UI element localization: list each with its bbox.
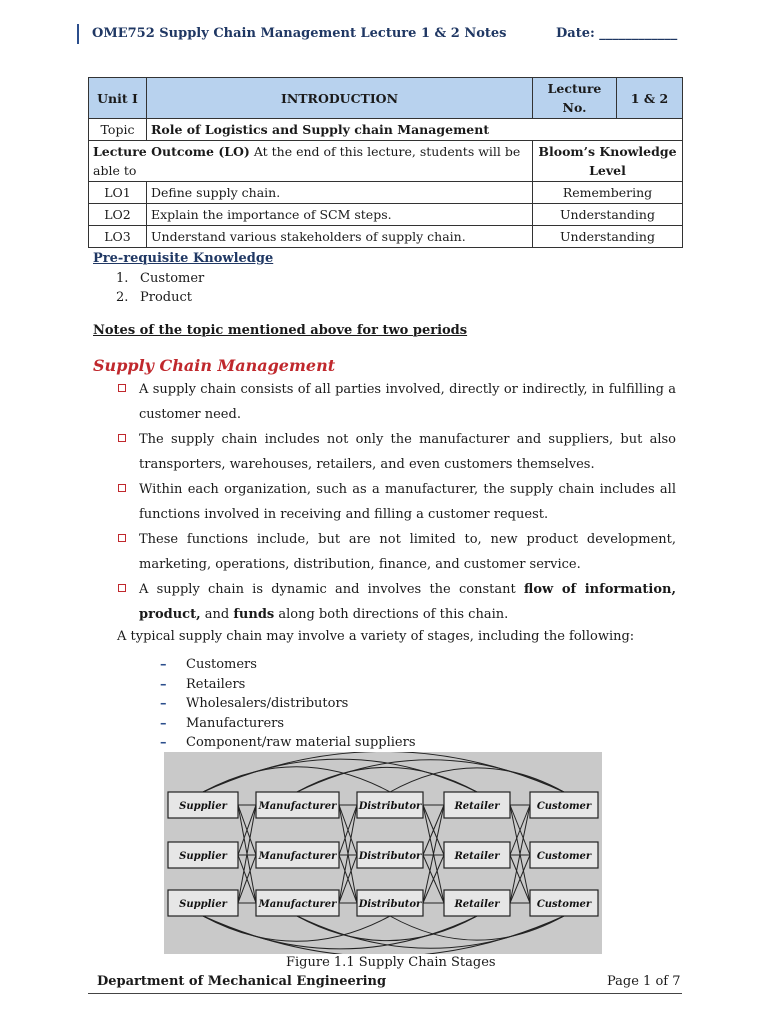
- list-item: [116, 427, 676, 477]
- section-title: Supply Chain Management: [93, 356, 336, 375]
- notes-heading: Notes of the topic mentioned above for two periods: [93, 323, 468, 338]
- scm-bullet-list: [116, 377, 676, 627]
- bullet-text: The supply chain includes not only the manufacturer and suppliers, but also transporters, warehouses, retailers, and even customers themselves.: [139, 432, 676, 472]
- lo-text: Define supply chain.: [147, 182, 533, 204]
- lo-heading-rest: At the end of this lecture, students will be able to: [93, 144, 521, 178]
- stage-label: Customer: [536, 851, 592, 862]
- stage-label: Distributor: [358, 899, 422, 910]
- list-number: 1.: [116, 271, 129, 286]
- date-field: Date: ____________: [556, 26, 678, 41]
- bullet-text: These functions include, but are not limited to, new product development, marketing, operations, distribution, finance, and customer service.: [139, 532, 676, 572]
- lo-level: Remembering: [533, 182, 683, 204]
- list-item: [116, 577, 676, 627]
- prerequisite-list: [116, 269, 204, 307]
- stage-label: Customer: [536, 899, 592, 910]
- bottom-arc-connector: [390, 916, 564, 940]
- lo-heading-bold: Lecture Outcome (LO): [93, 144, 250, 159]
- bullet-text: Within each organization, such as a manufacturer, the supply chain includes all functions involved in receiving and filling a customer request.: [139, 482, 676, 522]
- list-item: [116, 477, 676, 527]
- lecture-no-value: 1 & 2: [617, 78, 683, 119]
- bullet-text-part: and: [200, 607, 234, 622]
- table-row: [89, 182, 683, 204]
- top-arc-connector: [203, 752, 564, 792]
- lo-id: LO1: [89, 182, 147, 204]
- bullet-text: A supply chain consists of all parties involved, directly or indirectly, in fulfilling a customer need.: [139, 382, 676, 422]
- stage-label: Supplier: [179, 851, 227, 862]
- list-item: [160, 655, 416, 675]
- bottom-arc-connector: [297, 916, 477, 941]
- lo-text: Understand various stakeholders of supply chain.: [147, 226, 533, 248]
- table-row: [89, 204, 683, 226]
- bottom-arc-connector: [297, 916, 564, 948]
- list-text: Customer: [140, 271, 205, 286]
- stage-text: Retailers: [186, 676, 246, 692]
- list-item: [116, 269, 204, 288]
- checkbox-bullet-icon: [118, 484, 126, 492]
- lecture-outcome-table: [88, 77, 683, 248]
- top-arc-connector: [390, 768, 564, 792]
- list-item: [160, 733, 416, 753]
- top-arc-connector: [297, 767, 477, 792]
- introduction-heading: INTRODUCTION: [147, 78, 533, 119]
- dash-bullet: –: [160, 696, 167, 711]
- document-title: OME752 Supply Chain Management Lecture 1 & 2 Notes: [92, 26, 507, 41]
- lo-heading: [89, 141, 533, 182]
- stage-text: Manufacturers: [186, 715, 285, 731]
- list-item: [116, 377, 676, 427]
- header-accent-bar: [77, 24, 79, 44]
- supply-chain-diagram: [164, 752, 602, 954]
- footer-divider: [88, 993, 682, 994]
- figure-caption: Figure 1.1 Supply Chain Stages: [286, 955, 496, 970]
- lo-id: LO3: [89, 226, 147, 248]
- checkbox-bullet-icon: [118, 534, 126, 542]
- table-header-row: [89, 78, 683, 119]
- stage-label: Retailer: [454, 899, 500, 910]
- list-item: [160, 694, 416, 714]
- lo-level: Understanding: [533, 226, 683, 248]
- checkbox-bullet-icon: [118, 434, 126, 442]
- bullet-bold-part: flow of information, product,: [139, 582, 676, 622]
- dash-bullet: –: [160, 715, 167, 731]
- list-text: Product: [140, 290, 192, 305]
- list-item: [116, 527, 676, 577]
- stage-label: Distributor: [358, 801, 422, 812]
- stage-label: Distributor: [358, 851, 422, 862]
- footer-page-number: Page 1 of 7: [607, 974, 681, 989]
- supply-chain-figure: [164, 752, 602, 954]
- bullet-text: [139, 577, 676, 627]
- bullet-text-part: A supply chain is dynamic and involves the constant: [139, 582, 524, 597]
- lo-text: Explain the importance of SCM steps.: [147, 204, 533, 226]
- top-arc-connector: [297, 760, 564, 792]
- list-item: [160, 714, 416, 734]
- stage-label: Supplier: [179, 801, 227, 812]
- topic-value: Role of Logistics and Supply chain Management: [147, 119, 683, 141]
- stage-label: Manufacturer: [258, 851, 337, 862]
- list-item: [160, 675, 416, 695]
- unit-cell: Unit I: [89, 78, 147, 119]
- list-number: 2.: [116, 290, 129, 305]
- bullet-bold-part: funds: [233, 607, 275, 622]
- dash-bullet: –: [160, 735, 167, 750]
- checkbox-bullet-icon: [118, 384, 126, 392]
- stage-text: Wholesalers/distributors: [186, 696, 349, 711]
- topic-row: [89, 119, 683, 141]
- footer-department: Department of Mechanical Engineering: [97, 974, 387, 989]
- lo-id: LO2: [89, 204, 147, 226]
- bottom-arc-connector: [203, 916, 564, 954]
- stage-label: Retailer: [454, 801, 500, 812]
- lo-heading-row: [89, 141, 683, 182]
- lo-level: Understanding: [533, 204, 683, 226]
- typical-stages-intro: A typical supply chain may involve a variety of stages, including the following:: [117, 629, 635, 644]
- topic-label: Topic: [89, 119, 147, 141]
- stage-label: Supplier: [179, 899, 227, 910]
- stage-label: Customer: [536, 801, 592, 812]
- dash-bullet: –: [160, 676, 167, 692]
- lecture-no-label: Lecture No.: [533, 78, 617, 119]
- bloom-heading: Bloom’s Knowledge Level: [533, 141, 683, 182]
- stage-text: Customers: [186, 657, 257, 672]
- checkbox-bullet-icon: [118, 584, 126, 592]
- prerequisite-heading: Pre-requisite Knowledge: [93, 251, 274, 266]
- bullet-text-part: along both directions of this chain.: [274, 607, 509, 622]
- table-row: [89, 226, 683, 248]
- stage-text: Component/raw material suppliers: [186, 735, 416, 750]
- dash-bullet: –: [160, 657, 167, 672]
- stage-label: Manufacturer: [258, 801, 337, 812]
- list-item: [116, 288, 204, 307]
- stages-list: [160, 655, 416, 753]
- stage-label: Manufacturer: [258, 899, 337, 910]
- stage-label: Retailer: [454, 851, 500, 862]
